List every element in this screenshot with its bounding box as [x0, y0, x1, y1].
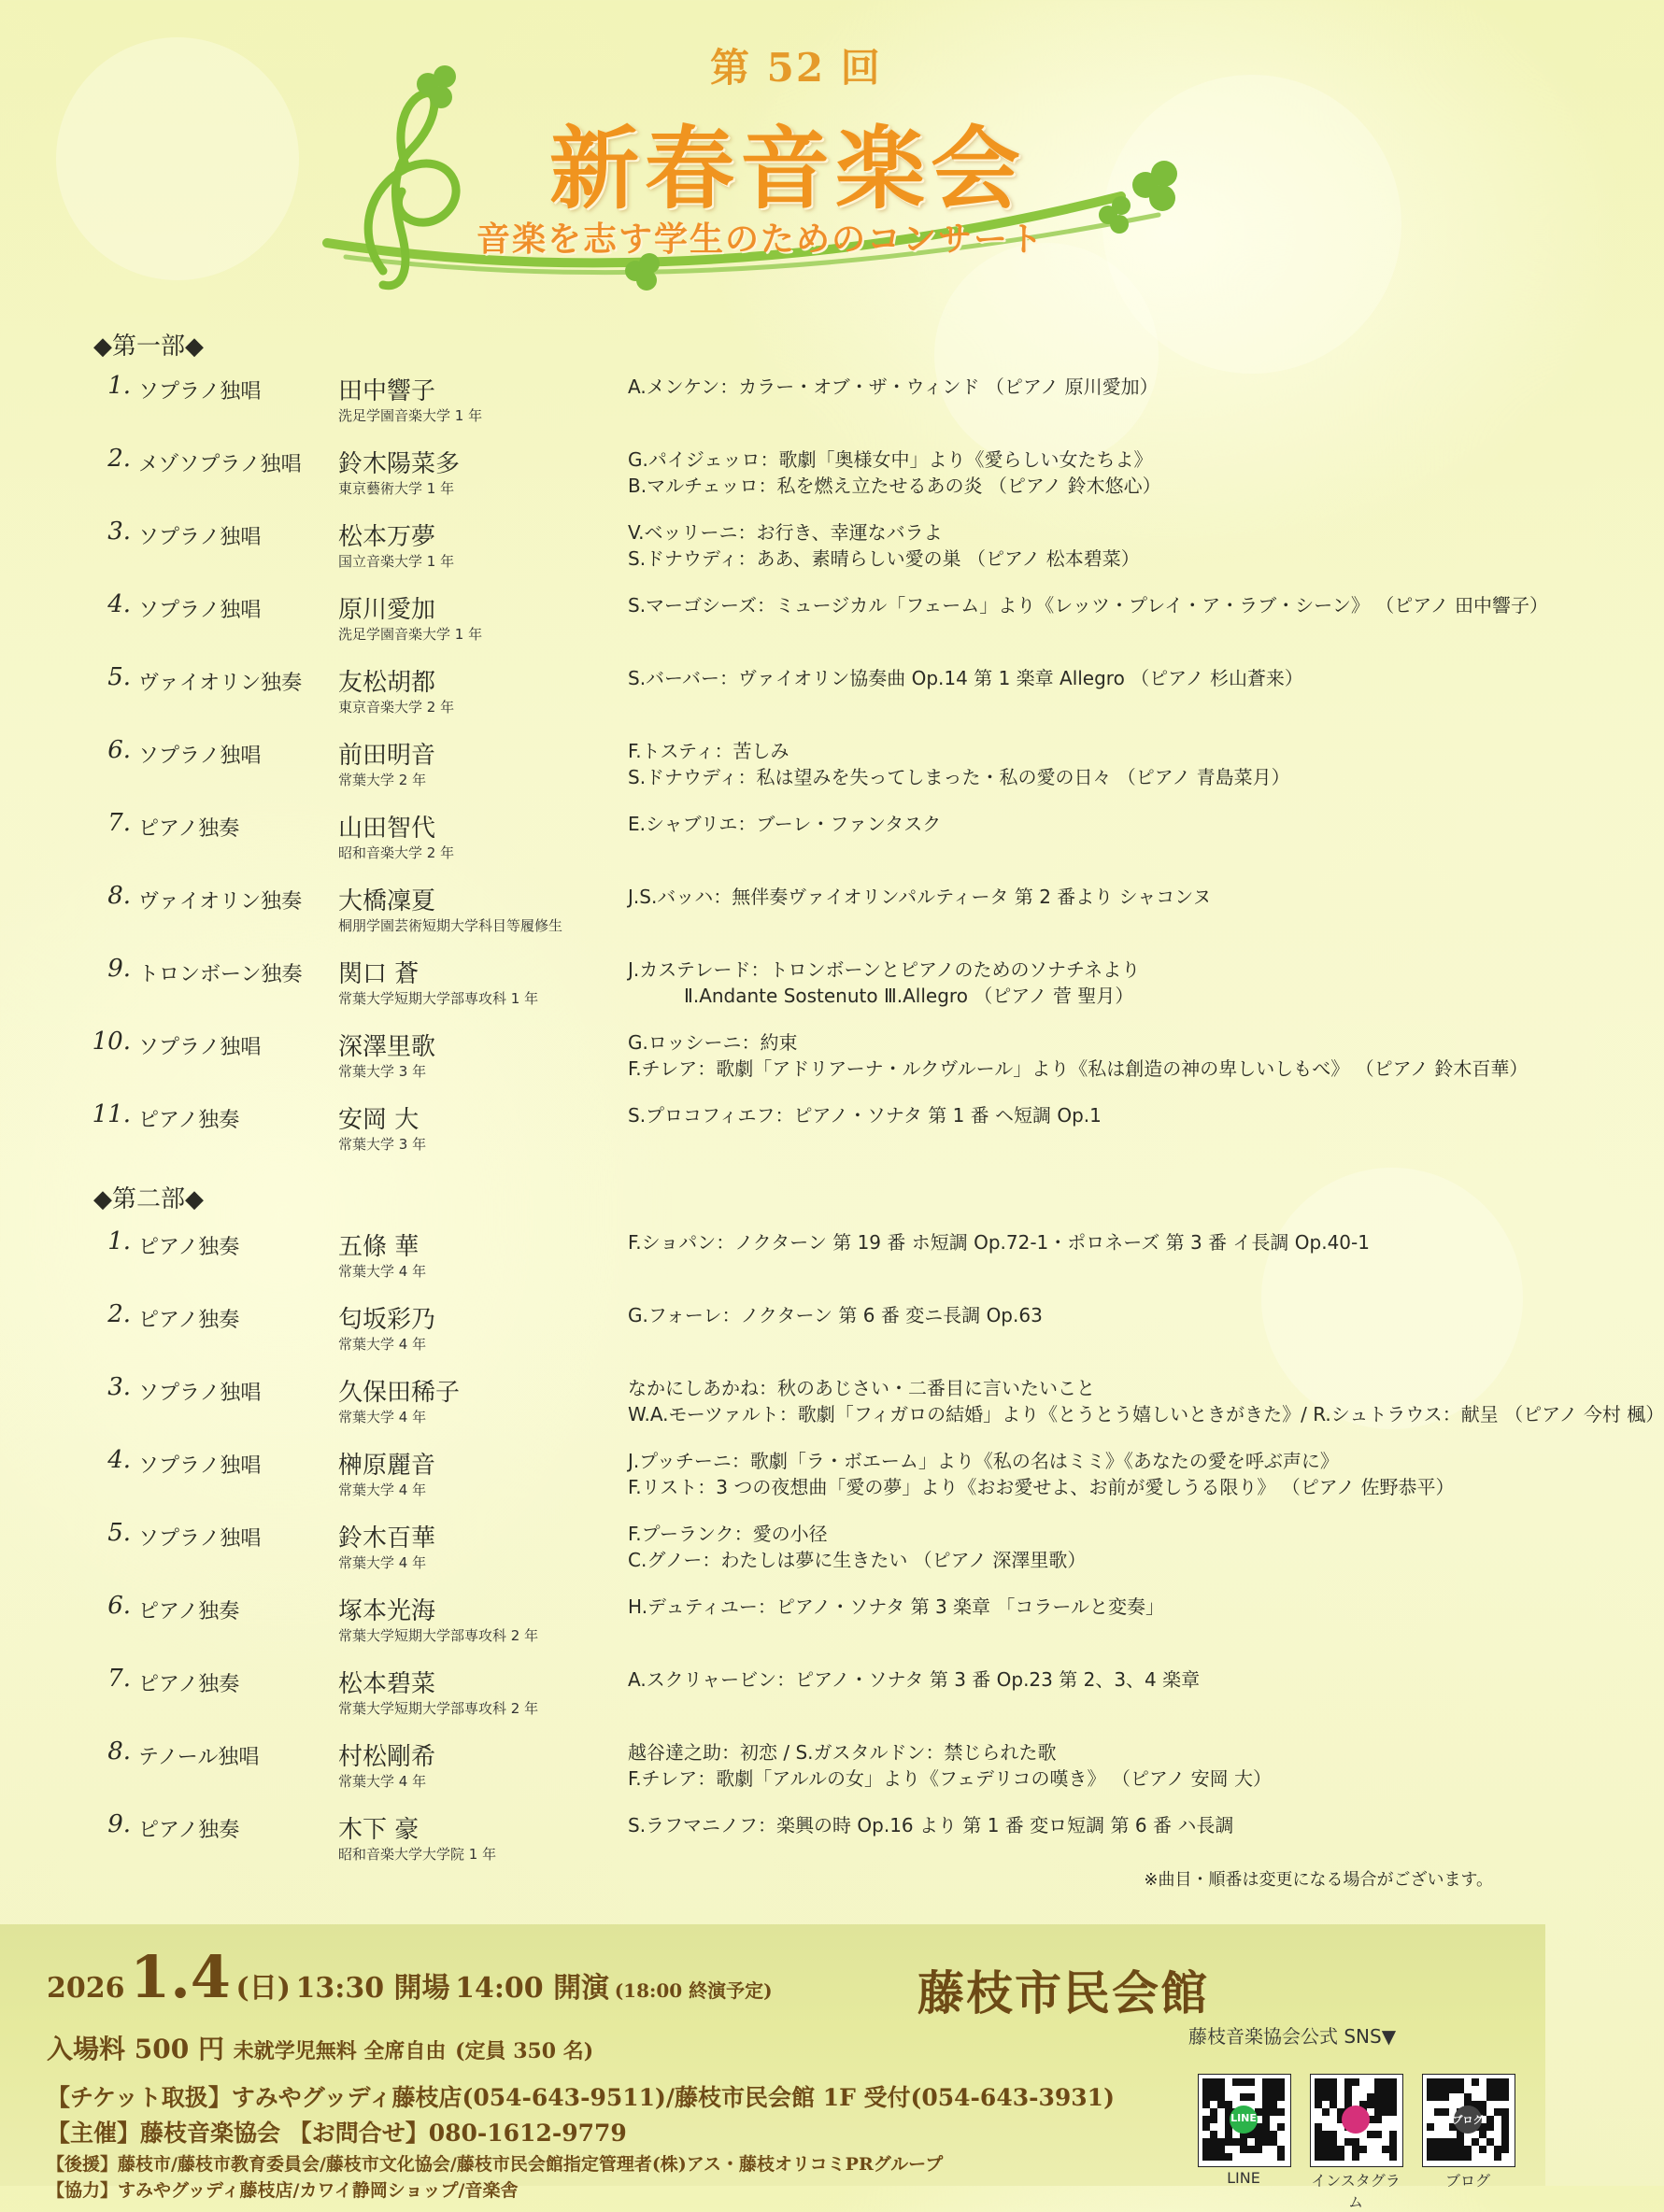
performer-school: 東京藝術大学 1 年: [338, 480, 455, 497]
program-row: [0, 1592, 1545, 1657]
work-title: J.カステレード：トロンボーンとピアノのためのソナチネより: [628, 958, 1141, 981]
performer-name: 久保田稀子: [338, 1379, 461, 1407]
work-title: S.プロコフィエフ：ピアノ・ソナタ 第 1 番 ヘ短調 Op.1: [628, 1104, 1102, 1127]
ticket-outlets: 【チケット取扱】すみやグッディ藤枝店(054-643-9511)/藤枝市民会館 1F 受付(054-643-3931): [47, 2084, 1115, 2111]
part2-heading: ◆第二部◆: [93, 1185, 204, 1213]
work-title: S.ラフマニノフ：楽興の時 Op.16 より 第 1 番 変ロ短調 第 6 番 ハ長調: [628, 1814, 1234, 1836]
performer-school: 常葉大学短期大学部専攻科 1 年: [338, 990, 539, 1007]
performance-category: ソプラノ独唱: [138, 526, 262, 549]
work-title: S.バーバー：ヴァイオリン協奏曲 Op.14 第 1 楽章 Allegro （ピアノ 杉山蒼来）: [628, 667, 1303, 689]
qr-code: [1422, 2074, 1515, 2167]
performer-name: 大橋凜夏: [338, 887, 436, 915]
program-row: [0, 1519, 1545, 1584]
edition-label: 第 52 回: [710, 45, 882, 91]
performance-category: ソプラノ独唱: [138, 1527, 262, 1551]
performer-name: 前田明音: [338, 742, 436, 770]
performer-school: 常葉大学 4 年: [338, 1482, 427, 1498]
program-number: 9.: [107, 1810, 131, 1838]
performer-school: 常葉大学 2 年: [338, 772, 427, 788]
performance-category: トロンボーン独奏: [138, 963, 303, 986]
qr-badge: ブログ: [1452, 2114, 1484, 2126]
program-number: 1.: [107, 372, 131, 400]
program-row: [0, 445, 1545, 510]
weekday: (日): [235, 1972, 291, 2005]
venue-name: 藤枝市民会館: [917, 1965, 1209, 2021]
performer-name: 木下 豪: [338, 1816, 420, 1844]
event-info-footer: [0, 1924, 1545, 2211]
performer-school: 洗足学園音楽大学 1 年: [338, 407, 483, 424]
work-title: A.スクリャービン：ピアノ・ソナタ 第 3 番 Op.23 第 2、3、4 楽章: [628, 1668, 1201, 1691]
admission-line: [47, 2029, 593, 2066]
program-number: 10.: [92, 1028, 131, 1056]
program-row: [0, 1028, 1545, 1093]
program-row: [0, 1446, 1545, 1511]
header: [0, 0, 1545, 308]
admission-notes: 未就学児無料 全席自由: [233, 2039, 447, 2063]
program-row: [0, 736, 1545, 801]
work-title: H.デュティユー：ピアノ・ソナタ 第 3 楽章 「コラールと変奏」: [628, 1595, 1164, 1618]
performer-school: 昭和音楽大学大学院 1 年: [338, 1846, 497, 1863]
work-title: 越谷達之助：初恋 / S.ガスタルドン：禁じられた歌: [628, 1741, 1057, 1764]
performer-school: 常葉大学 4 年: [338, 1554, 427, 1571]
work-title: J.プッチーニ：歌劇「ラ・ボエーム」より《私の名はミミ》《あなたの愛を呼ぶ声に》: [628, 1450, 1339, 1472]
end-time: (18:00 終演予定): [614, 1979, 773, 2002]
year: 2026: [47, 1972, 125, 2005]
program-row: [0, 1300, 1545, 1366]
program-number: 5.: [107, 663, 131, 691]
work-title: F.リスト：3 つの夜想曲「愛の夢」より《おお愛せよ、お前が愛しうる限り》 （ピアノ 佐野恭平）: [628, 1476, 1455, 1498]
work-title: B.マルチェッロ：私を燃え立たせるあの炎 （ピアノ 鈴木悠心）: [628, 475, 1161, 497]
admission-fee: 入場料 500 円: [47, 2034, 224, 2064]
doors-open-time: 13:30 開場: [295, 1972, 450, 2005]
program-number: 8.: [107, 1737, 131, 1765]
performer-name: 友松胡都: [338, 669, 436, 697]
qr-label: LINE: [1227, 2169, 1260, 2187]
performance-category: ピアノ独奏: [138, 1236, 240, 1259]
performer-school: 常葉大学 4 年: [338, 1773, 427, 1790]
performer-school: 常葉大学 4 年: [338, 1409, 427, 1425]
performer-school: 常葉大学短期大学部専攻科 2 年: [338, 1627, 539, 1644]
program-number: 8.: [107, 882, 131, 910]
performer-school: 昭和音楽大学 2 年: [338, 844, 455, 861]
performer-name: 榊原麗音: [338, 1452, 436, 1480]
performance-category: ピアノ独奏: [138, 1309, 240, 1332]
program-number: 5.: [107, 1519, 131, 1547]
work-title: F.プーランク：愛の小径: [628, 1523, 828, 1545]
program-number: 7.: [107, 1665, 131, 1693]
start-time: 14:00 開演: [455, 1972, 610, 2005]
organizer-contact: 【主催】藤枝音楽協会 【お問合せ】080-1612-9779: [47, 2120, 627, 2147]
performer-school: 東京音楽大学 2 年: [338, 699, 455, 716]
performer-school: 常葉大学 3 年: [338, 1136, 427, 1153]
performer-school: 常葉大学 4 年: [338, 1263, 427, 1280]
performer-school: 常葉大学短期大学部専攻科 2 年: [338, 1700, 539, 1717]
work-title: E.シャブリエ：ブーレ・ファンタスク: [628, 813, 942, 835]
program-number: 3.: [107, 518, 131, 546]
program-number: 11.: [92, 1100, 131, 1128]
performer-name: 松本碧菜: [338, 1670, 436, 1698]
program-number: 4.: [107, 590, 131, 618]
performer-name: 田中響子: [338, 377, 436, 405]
capacity: (定員 350 名): [455, 2039, 594, 2063]
program-row: [0, 1737, 1545, 1803]
performer-name: 深澤里歌: [338, 1033, 436, 1061]
work-title: G.ロッシーニ：約束: [628, 1031, 798, 1054]
date-time-line: [47, 1943, 773, 2011]
performer-name: 鈴木陽菜多: [338, 450, 461, 478]
sns-label: 藤枝音楽協会公式 SNS▼: [1188, 2025, 1397, 2048]
performer-school: 桐朋学園芸術短期大学科目等履修生: [338, 917, 563, 934]
work-title: F.トスティ：苦しみ: [628, 740, 789, 762]
program-number: 4.: [107, 1446, 131, 1474]
program-row: [0, 1665, 1545, 1730]
work-title: F.チレア：歌劇「アドリアーナ・ルクヴルール」より《私は創造の神の卑しいしもべ》 （ピアノ 鈴木百華）: [628, 1057, 1529, 1080]
program-number: 6.: [107, 736, 131, 764]
program-row: [0, 882, 1545, 947]
performance-category: テノール独唱: [138, 1746, 260, 1769]
work-title: F.チレア：歌劇「アルルの女」より《フェデリコの嘆き》 （ピアノ 安岡 大）: [628, 1767, 1273, 1790]
work-title: A.メンケン：カラー・オブ・ザ・ウィンド （ピアノ 原川愛加）: [628, 376, 1159, 398]
performer-name: 松本万夢: [338, 523, 436, 551]
work-title: V.ベッリーニ：お行き、幸運なバラよ: [628, 521, 943, 544]
qr-code: [1310, 2074, 1403, 2167]
program-row: [0, 955, 1545, 1020]
program-number: 2.: [107, 1300, 131, 1328]
performance-category: ソプラノ独唱: [138, 1382, 262, 1405]
work-title: J.S.バッハ：無伴奏ヴァイオリンパルティータ 第 2 番より シャコンヌ: [628, 886, 1212, 908]
work-title: S.ドナウディ：私は望みを失ってしまった・私の愛の日々 （ピアノ 青島菜月）: [628, 766, 1290, 788]
program-row: [0, 809, 1545, 874]
program-number: 3.: [107, 1373, 131, 1401]
performance-category: ピアノ独奏: [138, 1600, 240, 1624]
program-row: [0, 372, 1545, 437]
program-row: [0, 590, 1548, 656]
month-day: 1.4: [130, 1943, 231, 2011]
program-number: 9.: [107, 955, 131, 983]
performer-name: 塚本光海: [338, 1597, 436, 1625]
performance-category: メゾソプラノ独唱: [138, 453, 302, 476]
qr-badge: LINE: [1230, 2112, 1257, 2124]
performance-category: ソプラノ独唱: [138, 380, 262, 404]
program-row: [0, 518, 1545, 583]
performer-name: 関口 蒼: [338, 960, 420, 988]
performer-name: 原川愛加: [338, 596, 436, 624]
work-title: なかにしあかね：秋のあじさい・二番目に言いたいこと: [628, 1377, 1095, 1399]
work-title: C.グノー：わたしは夢に生きたい （ピアノ 深澤里歌）: [628, 1549, 1087, 1571]
performer-name: 五條 華: [338, 1233, 420, 1261]
program-row: [0, 1227, 1545, 1293]
work-title: S.マーゴシーズ：ミュージカル「フェーム」より《レッツ・プレイ・ア・ラブ・シーン》 （ピアノ 田中響子）: [628, 594, 1548, 617]
qr-label: インスタグラム: [1311, 2172, 1401, 2211]
program-number: 6.: [107, 1592, 131, 1620]
program-row: [0, 663, 1545, 729]
work-title: G.パイジェッロ：歌劇「奥様女中」より《愛らしい女たちよ》: [628, 448, 1153, 471]
performance-category: ピアノ独奏: [138, 817, 240, 841]
cooperation-organizations: 【協力】すみやグッディ藤枝店/カワイ静岡ショップ/音楽舎: [47, 2180, 519, 2201]
program-number: 1.: [107, 1227, 131, 1255]
performer-school: 常葉大学 3 年: [338, 1063, 427, 1080]
performance-category: ヴァイオリン独奏: [138, 672, 303, 695]
performer-name: 山田智代: [338, 815, 436, 843]
part1-heading: ◆第一部◆: [93, 333, 204, 361]
performer-name: 鈴木百華: [338, 1524, 436, 1553]
program-row: [0, 1100, 1545, 1166]
work-title: F.ショパン：ノクターン 第 19 番 ホ短調 Op.72-1・ポロネーズ 第 3 番 イ長調 Op.40-1: [628, 1231, 1370, 1254]
performer-name: 匂坂彩乃: [338, 1306, 436, 1334]
performance-category: ソプラノ独唱: [138, 599, 262, 622]
performer-school: 常葉大学 4 年: [338, 1336, 427, 1353]
performer-name: 安岡 大: [338, 1106, 420, 1134]
performance-category: ピアノ独奏: [138, 1673, 240, 1696]
performer-school: 国立音楽大学 1 年: [338, 553, 455, 570]
work-title: W.A.モーツァルト：歌劇「フィガロの結婚」より《とうとう嬉しいときがきた》/ R.シュトラウス：献呈 （ピアノ 今村 楓）: [628, 1403, 1664, 1425]
concert-subtitle: 音楽を志す学生のためのコンサート: [476, 220, 1045, 259]
qr-code: [1198, 2074, 1291, 2167]
performance-category: ソプラノ独唱: [138, 744, 262, 768]
performance-category: ソプラノ独唱: [138, 1454, 262, 1478]
qr-label: ブログ: [1444, 2172, 1490, 2190]
program-number: 2.: [107, 445, 131, 473]
program-change-note: ※曲目・順番は変更になる場合がございます。: [1144, 1870, 1493, 1890]
performer-name: 村松剛希: [338, 1743, 436, 1771]
performance-category: ソプラノ独唱: [138, 1036, 262, 1059]
program-number: 7.: [107, 809, 131, 837]
performance-category: ピアノ独奏: [138, 1109, 240, 1132]
performer-school: 洗足学園音楽大学 1 年: [338, 626, 483, 643]
program-row: [0, 1373, 1664, 1439]
concert-title: 新春音楽会: [549, 116, 1026, 221]
performance-category: ヴァイオリン独奏: [138, 890, 303, 914]
work-title: G.フォーレ：ノクターン 第 6 番 変ニ長調 Op.63: [628, 1304, 1043, 1326]
work-title: S.ドナウディ：ああ、素晴らしい愛の巣 （ピアノ 松本碧菜）: [628, 547, 1140, 570]
support-organizations: 【後援】藤枝市/藤枝市教育委員会/藤枝市文化協会/藤枝市民会館指定管理者(株)アス・藤枝オリコミPRグループ: [47, 2154, 944, 2175]
performance-category: ピアノ独奏: [138, 1819, 240, 1842]
work-title: Ⅱ.Andante Sostenuto Ⅲ.Allegro （ピアノ 菅 聖月）: [628, 985, 1134, 1007]
